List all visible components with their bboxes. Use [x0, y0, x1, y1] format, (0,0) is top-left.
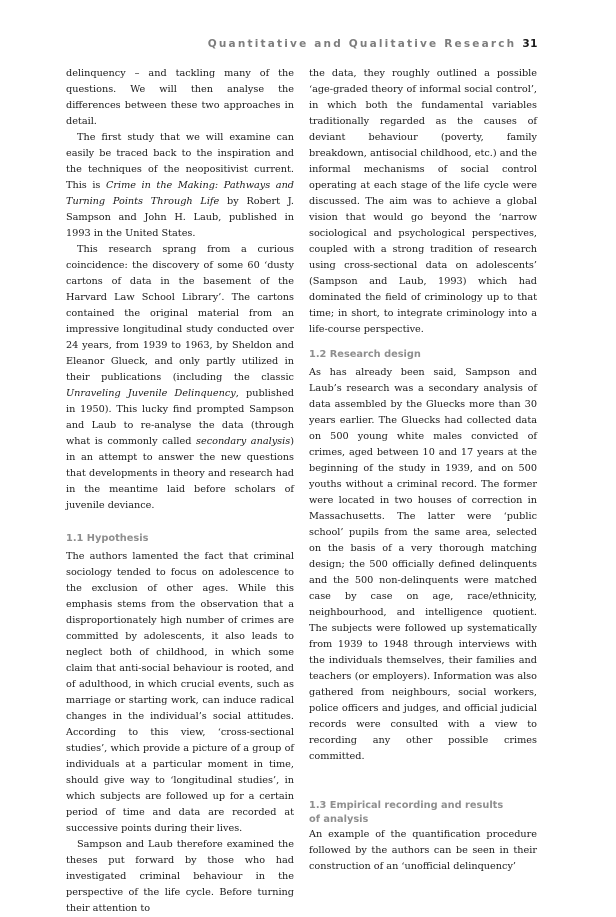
left-paragraph-3-text-b: , published in 1950). This lucky find prompted Sampson and Laub to re-analyse the data (through what is commonly called	[66, 388, 294, 447]
left-paragraph-5: Sampson and Laub therefore examined the theses put forward by those who had investigated criminal behaviour in the perspective of the life cycle. Before turning their attention to	[66, 839, 294, 914]
left-paragraph-2-text-b: by Robert J. Sampson and John H. Laub, published in 1993 in the United States.	[66, 196, 294, 239]
running-head-title: Quantitative and Qualitative Research	[207, 38, 517, 50]
running-head	[208, 38, 538, 50]
left-paragraph-2	[66, 130, 294, 242]
book-title-unraveling: Unraveling Juvenile Delinquency	[66, 388, 236, 399]
term-secondary-analysis: secondary analysis	[196, 436, 291, 447]
left-paragraph-4: The authors lamented the fact that criminal sociology tended to focus on adolescence to the exclusion of other ages. While this emphasis stems from the observation that a disproportionately high number of crimes are committed by adolescents, it also leads to neglect both of childhood, in which some claim that anti-social behaviour is rooted, and of adulthood, in which crucial events, such as marriage or starting work, can induce radical changes in the individual’s social attitudes. According to this view, ‘cross-sectional studies’, which provide a picture of a group of individuals at a particular moment in time, should give way to ‘longitudinal studies’, in which subjects are followed up for a certain period of time and data are recorded at successive points during their lives.	[66, 551, 294, 834]
left-paragraph-3	[66, 242, 294, 514]
left-column	[66, 66, 294, 917]
right-column	[309, 66, 537, 875]
section-heading-research-design: 1.2 Research design	[309, 349, 421, 360]
left-paragraph-3-text-c: ) in an attempt to answer the new questions that developments in theory and research had in the meantime laid before scholars of juvenile deviance.	[66, 436, 294, 511]
left-paragraph-2-text-a: The first study that we will examine can easily be traced back to the inspiration and the techniques of the neopositivist current. This is	[66, 132, 294, 191]
section-heading-empirical-recording	[309, 799, 537, 827]
left-paragraph-1: delinquency – and tackling many of the questions. We will then analyse the differences between these two approaches in detail.	[66, 68, 294, 127]
left-paragraph-3-text-a: This research sprang from a curious coincidence: the discovery of some 60 ‘dusty cartons of data in the basement of the Harvard Law School Library’. The cartons contained the original material from an impressive longitudinal study conducted over 24 years, from 1939 to 1963, by Sheldon and Eleanor Glueck, and only partly utilized in their publications (including the classic	[66, 244, 294, 383]
section-heading-hypothesis: 1.1 Hypothesis	[66, 533, 149, 544]
page-number: 31	[522, 38, 538, 50]
section-heading-empirical-recording-line-2: of analysis	[309, 814, 369, 825]
right-paragraph-2: As has already been said, Sampson and Laub’s research was a secondary analysis of data assembled by the Gluecks more than 30 years earlier. The Gluecks had collected data on 500 young white males convicted of crimes, aged between 10 and 17 years at the beginning of the study in 1939, and on 500 youths without a criminal record. The former were located in two houses of correction in Massachusetts. The latter were ‘public school’ pupils from the same area, selected on the basis of a very thorough matching design; the 500 officially defined delinquents and the 500 non-delinquents were matched case by case on age, race/ethnicity, neighbourhood, and intelligence quotient. The subjects were followed up systematically from 1939 to 1948 through interviews with the individuals themselves, their families and teachers (or employers). Information was also gathered from neighbours, social workers, police officers and judges, and official judicial records were consulted with a view to recording any other possible crimes committed.	[309, 367, 537, 762]
right-paragraph-1: the data, they roughly outlined a possible ‘age-graded theory of informal social control’, in which both the fundamental variables traditionally regarded as the causes of deviant behaviour (poverty, family breakdown, antisocial childhood, etc.) and the informal mechanisms of social control operating at each stage of the life cycle were discussed. The aim was to achieve a global vision that would go beyond the ‘narrow sociological and psychological perspectives, coupled with a strong tradition of research using cross-sectional data on adolescents’ (Sampson and Laub, 1993) which had dominated the field of criminology up to that time; in short, to integrate criminology into a life-course perspective.	[309, 68, 537, 335]
right-paragraph-3: An example of the quantification procedure followed by the authors can be seen in their construction of an ‘unofficial delinquency’	[309, 829, 537, 872]
book-title-crime-in-the-making: Crime in the Making: Pathways and Turning Points Through Life	[66, 180, 295, 207]
section-heading-empirical-recording-line-1: 1.3 Empirical recording and results	[309, 800, 504, 811]
